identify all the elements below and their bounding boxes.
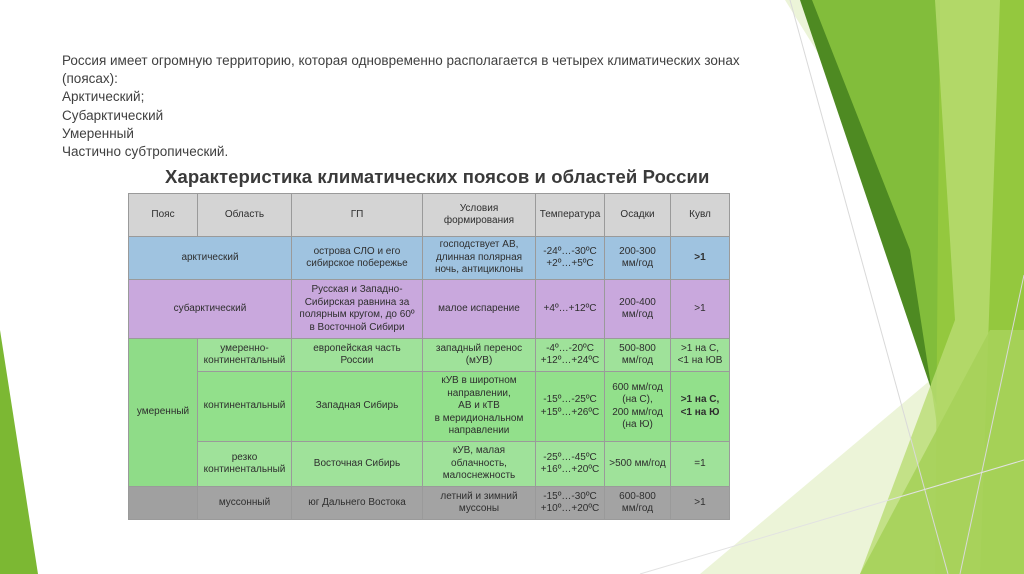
cell-line: 600 мм/год <box>612 381 663 393</box>
cell-line: 200-400 <box>619 296 656 308</box>
cell-line: 500-800 <box>619 342 656 354</box>
cell-line: -25º…-45ºС <box>543 451 597 463</box>
cell-line: континентальный <box>203 355 286 366</box>
table-title: Характеристика климатических поясов и областей России <box>165 166 710 187</box>
cell-line: западный перенос <box>435 342 523 354</box>
conditions-cell <box>423 339 536 372</box>
cell-line: муссоны <box>458 503 500 514</box>
cell-line: летний и зимний <box>440 490 518 502</box>
header-conditions: Условия формирования <box>423 194 536 237</box>
cell-line: +15º…+26ºС <box>540 406 600 418</box>
conditions-cell <box>423 442 536 487</box>
header-precipitation: Осадки <box>605 194 671 237</box>
cell-line: мм/год <box>621 309 654 320</box>
temperature-cell <box>536 339 605 372</box>
cell-line: (на С), <box>622 394 653 405</box>
intro-line: Частично субтропический. <box>62 144 229 160</box>
cell-line: +16º…+20ºС <box>540 464 600 475</box>
cell-line: облачность, <box>451 457 507 469</box>
cell-line: Восточная Сибирь <box>313 457 401 469</box>
cell-line: в Восточной Сибири <box>309 321 405 333</box>
gp-cell <box>292 372 423 442</box>
cell-line: >1 <box>694 496 706 508</box>
cell-line: +10º…+20ºС <box>540 503 600 514</box>
cell-line: <1 на ЮВ <box>677 355 723 366</box>
cell-line: Западная Сибирь <box>315 400 399 412</box>
conditions-cell <box>423 280 536 339</box>
cell-line: Сибирская равнина за <box>304 296 410 308</box>
precipitation-cell <box>605 237 671 280</box>
gp-cell <box>292 487 423 520</box>
temperature-cell <box>536 487 605 520</box>
intro-text <box>62 52 782 161</box>
kuvl-cell <box>671 442 730 487</box>
cell-line: кУВ в широтном <box>441 375 517 387</box>
temperature-cell <box>536 442 605 487</box>
kuvl-cell: >1 <box>671 280 730 339</box>
cell-line: направлении, <box>447 387 511 399</box>
belt-cell-continuation <box>129 487 198 520</box>
cell-line: -24º…-30ºС <box>543 245 597 257</box>
area-cell <box>198 442 292 487</box>
green-stripe-left <box>0 330 38 574</box>
cell-line: европейская часть <box>313 342 401 354</box>
cell-line: господствует АВ, <box>439 239 519 251</box>
gp-cell <box>292 280 423 339</box>
cell-line: мм/год <box>621 503 654 514</box>
gp-cell <box>292 237 423 280</box>
cell-line: резко <box>231 451 258 463</box>
temperature-cell <box>536 237 605 280</box>
cell-line: +4º…+12ºС <box>543 302 597 314</box>
cell-line: <1 на Ю <box>680 406 720 418</box>
cell-line: +12º…+24ºС <box>540 355 600 366</box>
climate-table <box>128 193 730 520</box>
cell-line: Русская и Западно- <box>311 284 403 295</box>
header-belt: Пояс <box>129 194 198 237</box>
precipitation-cell <box>605 372 671 442</box>
cell-line: длинная полярная <box>435 251 523 263</box>
header-gp: ГП <box>292 194 423 237</box>
header-kuvl: Кувл <box>671 194 730 237</box>
cell-line: континентальный <box>203 400 286 412</box>
intro-line: Арктический; <box>62 89 145 105</box>
conditions-cell <box>423 237 536 280</box>
cell-line: полярным кругом, до 60º <box>299 309 415 320</box>
kuvl-cell <box>671 372 730 442</box>
cell-line: >1 на С, <box>680 342 720 354</box>
table-header-row <box>129 194 730 237</box>
cell-line: 200 мм/год <box>612 406 663 418</box>
cell-line: России <box>340 355 374 366</box>
gp-cell <box>292 442 423 487</box>
cell-line: +2º…+5ºС <box>546 258 594 269</box>
table-row-subarctic <box>129 280 730 339</box>
temperature-cell <box>536 280 605 339</box>
table-row-temperate-4 <box>129 487 730 520</box>
cell-line: малоснежность <box>442 470 516 482</box>
intro-line: Субарктический <box>62 107 164 123</box>
cell-line: >500 мм/год <box>609 457 666 469</box>
cell-line: в меридиональном <box>434 412 524 424</box>
area-cell <box>198 339 292 372</box>
header-temperature: Температура <box>536 194 605 237</box>
conditions-cell <box>423 487 536 520</box>
cell-line: направлении <box>448 425 510 437</box>
table-row-temperate-2 <box>129 372 730 442</box>
gp-cell <box>292 339 423 372</box>
precipitation-cell <box>605 280 671 339</box>
intro-line: Россия имеет огромную территорию, которая одновременно располагается в четырех климатических зонах (поясах): <box>62 53 740 87</box>
table-row-temperate-3 <box>129 442 730 487</box>
cell-line: кУВ, малая <box>452 445 506 457</box>
cell-line: =1 <box>694 457 706 469</box>
cell-line: (на Ю) <box>622 419 653 430</box>
table-row-temperate-1 <box>129 339 730 372</box>
intro-line: Умеренный <box>62 125 134 141</box>
cell-line: -15º…-25ºС <box>543 394 597 405</box>
cell-line: 600-800 <box>619 490 656 502</box>
kuvl-cell: >1 <box>671 237 730 280</box>
cell-line: муссонный <box>218 496 271 508</box>
area-cell <box>198 372 292 442</box>
cell-line: мм/год <box>621 258 654 269</box>
cell-line: умеренно- <box>220 342 269 354</box>
precipitation-cell <box>605 487 671 520</box>
cell-line: АВ и кТВ <box>458 400 500 412</box>
kuvl-cell <box>671 339 730 372</box>
cell-line: -4º…-20ºС <box>546 342 594 354</box>
cell-line: -15º…-30ºС <box>543 490 597 502</box>
area-cell <box>198 487 292 520</box>
belt-cell: арктический <box>129 237 292 280</box>
belt-cell: субарктический <box>129 280 292 339</box>
kuvl-cell <box>671 487 730 520</box>
cell-line: >1 на С, <box>680 394 720 405</box>
cell-line: острова СЛО и его <box>313 245 401 257</box>
table-row-arctic <box>129 237 730 280</box>
cell-line: малое испарение <box>438 302 520 314</box>
cell-line: (мУВ) <box>465 355 493 366</box>
precipitation-cell <box>605 339 671 372</box>
cell-line: мм/год <box>621 355 654 366</box>
cell-line: континентальный <box>203 464 286 475</box>
belt-cell: умеренный <box>129 339 198 487</box>
header-area: Область <box>198 194 292 237</box>
precipitation-cell <box>605 442 671 487</box>
temperature-cell <box>536 372 605 442</box>
cell-line: сибирское побережье <box>306 258 408 269</box>
conditions-cell <box>423 372 536 442</box>
cell-line: ночь, антициклоны <box>434 264 524 276</box>
cell-line: юг Дальнего Востока <box>308 496 406 508</box>
cell-line: 200-300 <box>619 245 656 257</box>
